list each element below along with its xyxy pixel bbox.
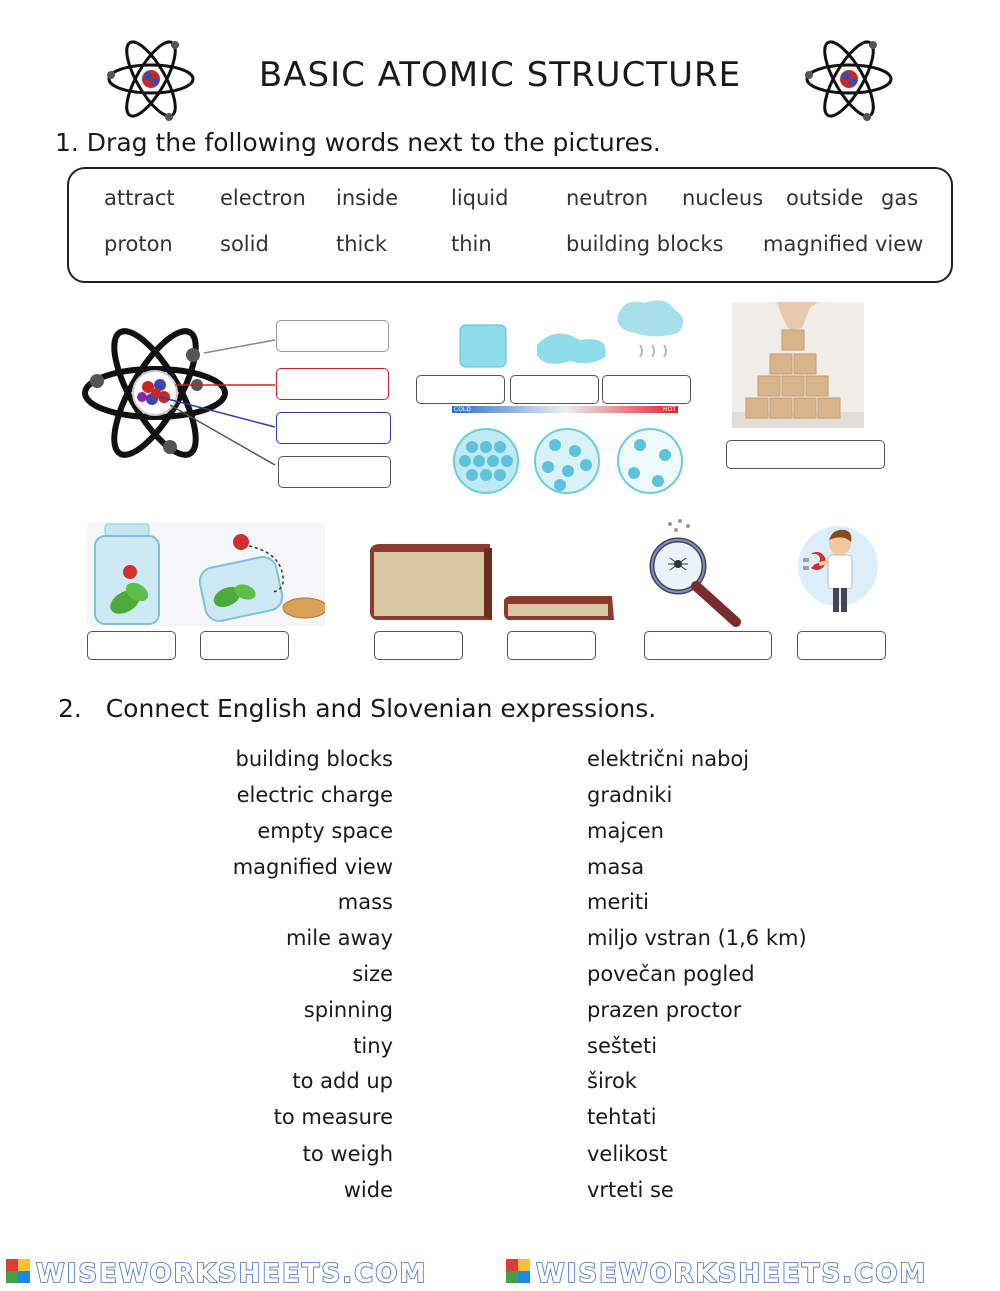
thermometer-cold-label: COLD — [454, 406, 471, 413]
ladybug-jars-picture — [87, 522, 325, 626]
answer-box-electron-label[interactable] — [276, 320, 389, 352]
page-title: BASIC ATOMIC STRUCTURE — [258, 55, 742, 95]
slovenian-expression[interactable]: prazen proctor — [587, 998, 742, 1022]
word-chip[interactable]: solid — [220, 232, 269, 256]
thermometer-hot-label: HOT — [663, 406, 676, 413]
slovenian-expression[interactable]: masa — [587, 855, 645, 879]
task2-heading: 2. Connect English and Slovenian expressions. — [58, 694, 657, 723]
slovenian-expression[interactable]: električni naboj — [587, 747, 750, 771]
word-chip[interactable]: neutron — [566, 186, 649, 210]
wiseworksheets-logo-icon — [6, 1259, 30, 1283]
scientist-magnet-picture — [793, 518, 883, 618]
word-chip[interactable]: gas — [881, 186, 919, 210]
atom-diagram-picture — [80, 315, 300, 475]
word-chip[interactable]: electron — [220, 186, 306, 210]
english-expression[interactable]: to measure — [273, 1105, 393, 1129]
english-expression[interactable]: to weigh — [302, 1142, 393, 1166]
english-expression[interactable]: tiny — [353, 1034, 393, 1058]
slovenian-expression[interactable]: povečan pogled — [587, 962, 755, 986]
word-chip[interactable]: outside — [786, 186, 864, 210]
answer-box-magnified-view[interactable] — [644, 631, 772, 660]
word-chip[interactable]: attract — [104, 186, 175, 210]
word-chip[interactable]: nucleus — [682, 186, 764, 210]
slovenian-expression[interactable]: velikost — [587, 1142, 668, 1166]
slovenian-expression[interactable]: sešteti — [587, 1034, 658, 1058]
english-expression[interactable]: empty space — [257, 819, 393, 843]
word-chip[interactable]: liquid — [451, 186, 509, 210]
word-chip[interactable]: building blocks — [566, 232, 724, 256]
answer-box-building-blocks[interactable] — [726, 440, 885, 469]
answer-box-outside[interactable] — [200, 631, 289, 660]
footer-branding — [0, 1252, 1000, 1291]
answer-box-nucleus-label[interactable] — [278, 456, 391, 488]
footer-brand-text: WISEWORKSHEETS.COM — [536, 1259, 928, 1289]
english-expression[interactable]: electric charge — [236, 783, 393, 807]
building-blocks-picture — [732, 302, 864, 428]
wiseworksheets-logo-icon — [506, 1259, 530, 1283]
answer-box-thick[interactable] — [374, 631, 463, 660]
footer-brand-text: WISEWORKSHEETS.COM — [36, 1259, 428, 1289]
english-expression[interactable]: spinning — [303, 998, 393, 1022]
english-expression[interactable]: mile away — [285, 926, 393, 950]
word-bank — [67, 167, 953, 283]
word-chip[interactable]: magnified view — [763, 232, 924, 256]
word-chip[interactable]: thick — [336, 232, 388, 256]
english-expression[interactable]: building blocks — [235, 747, 393, 771]
answer-box-inside[interactable] — [87, 631, 176, 660]
english-expression[interactable]: mass — [337, 890, 393, 914]
slovenian-expression[interactable]: meriti — [587, 890, 649, 914]
english-expression[interactable]: to add up — [292, 1069, 393, 1093]
answer-box-gas[interactable] — [602, 375, 691, 404]
slovenian-expression[interactable]: vrteti se — [587, 1178, 674, 1202]
english-expression[interactable]: magnified view — [232, 855, 393, 879]
task1-heading: 1. Drag the following words next to the pictures. — [55, 128, 661, 157]
word-chip[interactable]: thin — [451, 232, 492, 256]
slovenian-expression[interactable]: majcen — [587, 819, 664, 843]
word-chip[interactable]: proton — [104, 232, 173, 256]
answer-box-neutron-label[interactable] — [276, 412, 391, 444]
english-expression[interactable]: size — [352, 962, 393, 986]
word-chip[interactable]: inside — [336, 186, 399, 210]
slovenian-expression[interactable]: miljo vstran (1,6 km) — [587, 926, 807, 950]
english-expression[interactable]: wide — [343, 1178, 393, 1202]
answer-box-attract[interactable] — [797, 631, 886, 660]
answer-box-solid[interactable] — [416, 375, 505, 404]
thick-and-thin-books-picture — [368, 542, 616, 624]
magnifying-glass-picture — [648, 518, 748, 628]
slovenian-expression[interactable]: gradniki — [587, 783, 673, 807]
answer-box-thin[interactable] — [507, 631, 596, 660]
slovenian-expression[interactable]: tehtati — [587, 1105, 657, 1129]
answer-box-proton-label[interactable] — [276, 368, 389, 400]
answer-box-liquid[interactable] — [510, 375, 599, 404]
slovenian-expression[interactable]: širok — [587, 1069, 637, 1093]
